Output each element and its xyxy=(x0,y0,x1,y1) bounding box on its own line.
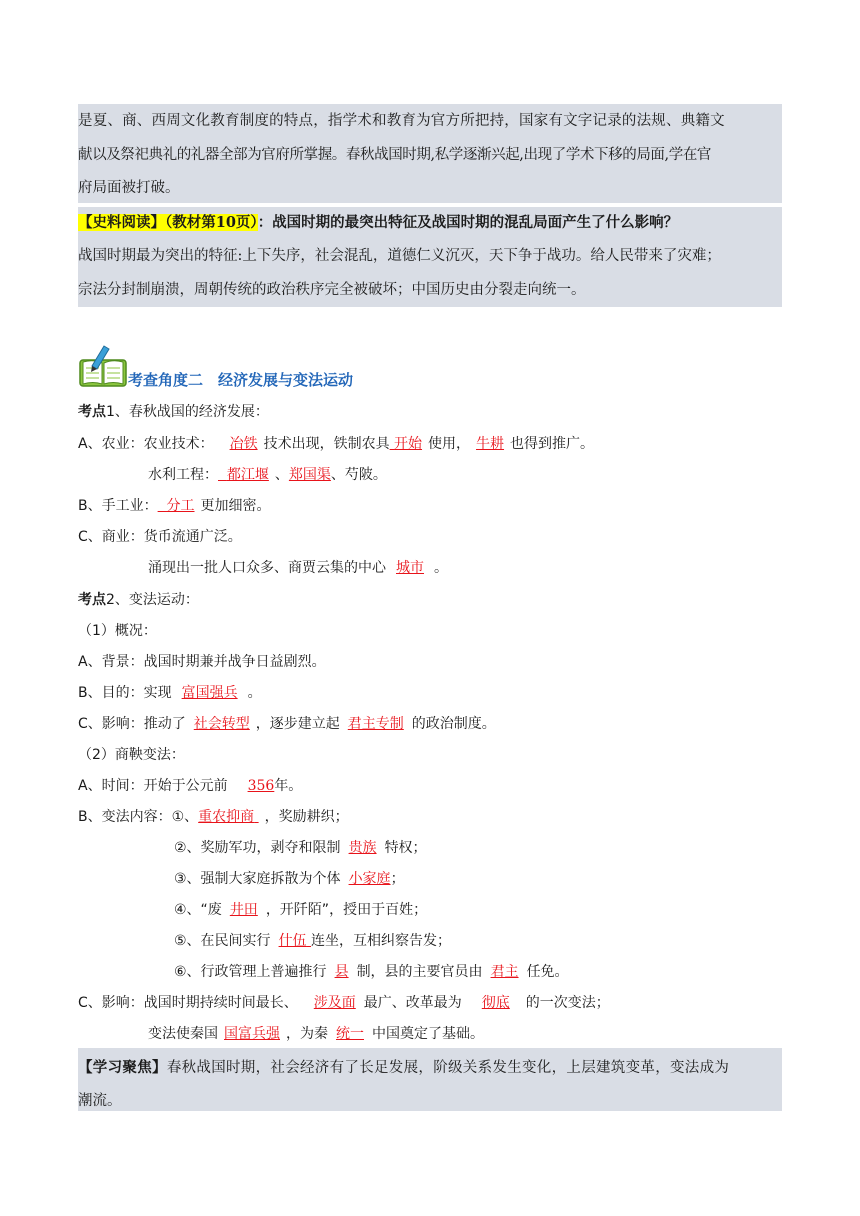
answer-craft: 分工 xyxy=(166,498,195,514)
answer-impact-1: 涉及面 xyxy=(313,995,356,1011)
kp2-goal xyxy=(78,683,262,703)
answer-content-6b: 君主 xyxy=(490,964,519,980)
kp2-content-4 xyxy=(174,900,427,920)
kp1-craft xyxy=(78,496,271,516)
answer-content-2: 贵族 xyxy=(348,840,377,856)
content-6-text-c: 任免。 xyxy=(526,964,569,980)
water-text-c: 、芍陂。 xyxy=(330,467,387,483)
content-6-text-b: 制，县的主要官员由 xyxy=(356,964,483,980)
effect-text-b: ，逐步建立起 xyxy=(255,716,340,732)
kp1-heading xyxy=(78,402,269,422)
agri-text-b: 技术出现，铁制农具 xyxy=(263,436,390,452)
content-4-label: ④、“废 xyxy=(174,902,222,918)
kp1-city xyxy=(148,558,448,578)
kp2-content-5 xyxy=(174,931,451,951)
focus-tag: 【学习聚焦】 xyxy=(78,1059,167,1076)
answer-time: 356 xyxy=(247,778,275,794)
kp2-overview: （1）概况： xyxy=(78,623,157,639)
reading-answer-line2: 宗法分封制崩溃，周朝传统的政治秩序完全被破坏；中国历史由分裂走向统一。 xyxy=(78,282,586,298)
goal-text-b: 。 xyxy=(247,685,262,701)
answer-agri-3: 牛耕 xyxy=(476,436,505,452)
time-text-b: 年。 xyxy=(274,778,303,794)
kp1-commerce: C、商业：货币流通广泛。 xyxy=(78,529,242,545)
answer-impact-3: 国富兵强 xyxy=(224,1026,280,1042)
reading-answer-line1: 战国时期最为突出的特征:上下失序，社会混乱，道德仁义沉灭，天下争于战功。给人民带来了灾难； xyxy=(78,248,721,264)
content-3-text-b: ； xyxy=(390,871,405,887)
kp2-background: A、背景：战国时期兼并战争日益剧烈。 xyxy=(78,654,326,670)
content-4-text-b: ，开阡陌”，授田于百姓； xyxy=(265,902,428,918)
impact-2-text-c: 中国奠定了基础。 xyxy=(372,1026,484,1042)
agri-label: A、农业：农业技术： xyxy=(78,436,214,452)
content-2-label: ②、奖励军功，剥夺和限制 xyxy=(174,840,341,856)
answer-content-3: 小家庭 xyxy=(348,871,391,887)
kp2-head: 考点 xyxy=(78,592,106,608)
answer-agri-2: 开始 xyxy=(394,436,423,452)
reading-question-line xyxy=(78,213,678,233)
kp2-content-2 xyxy=(174,838,427,858)
effect-label: C、影响：推动了 xyxy=(78,716,186,732)
content-1-text-b: ，奖励耕织； xyxy=(264,809,349,825)
city-text-b: 。 xyxy=(434,560,448,576)
answer-water-2: 郑国渠 xyxy=(288,467,331,483)
answer-content-1: 重农抑商 xyxy=(198,809,255,825)
answer-city: 城市 xyxy=(396,560,424,576)
para1-line1: 是夏、商、西周文化教育制度的特点，指学术和教育为官方所把持，国家有文字记录的法规、典籍文 xyxy=(78,113,725,129)
reading-tag: 【史料阅读】（教材第10页） xyxy=(78,214,258,231)
kp2-shang: （2）商鞅变法： xyxy=(78,747,185,763)
focus-line2: 潮流。 xyxy=(78,1093,122,1109)
focus-text-1: 春秋战国时期，社会经济有了长足发展，阶级关系发生变化，上层建筑变革，变法成为 xyxy=(166,1060,730,1076)
time-label: A、时间：开始于公元前 xyxy=(78,778,228,794)
kp1-water xyxy=(148,465,387,485)
impact-text-b: 最广、改革最为 xyxy=(363,995,462,1011)
kp2-impact-2 xyxy=(148,1024,484,1044)
craft-label: B、手工业： xyxy=(78,498,158,514)
answer-effect-2: 君主专制 xyxy=(347,716,404,732)
impact-2-label: 变法使秦国 xyxy=(148,1026,218,1042)
para1-line3: 府局面被打破。 xyxy=(78,180,180,196)
kp2-content-6 xyxy=(174,962,569,982)
impact-label: C、影响：战国时期持续时间最长、 xyxy=(78,995,298,1011)
content-3-label: ③、强制大家庭拆散为个体 xyxy=(174,871,341,887)
impact-text-c: 的一次变法； xyxy=(525,995,610,1011)
content-5-label: ⑤、在民间实行 xyxy=(174,933,271,949)
answer-water-1: 都江堰 xyxy=(226,467,269,483)
content-6-label: ⑥、行政管理上普遍推行 xyxy=(174,964,327,980)
agri-text-d: 也得到推广。 xyxy=(510,436,595,452)
craft-text-b: 更加细密。 xyxy=(200,498,271,514)
kp1-rest: 1、春秋战国的经济发展： xyxy=(106,404,269,420)
kp1-head: 考点 xyxy=(78,404,106,420)
answer-content-4: 井田 xyxy=(229,902,258,918)
kp2-rest: 2、变法运动： xyxy=(106,592,199,608)
answer-agri-1: 冶铁 xyxy=(229,436,258,452)
answer-impact-2: 彻底 xyxy=(481,995,510,1011)
kp2-impact-1 xyxy=(78,993,610,1013)
kp2-time xyxy=(78,776,302,796)
impact-2-text-b: ，为秦 xyxy=(286,1026,328,1042)
kp2-content-1 xyxy=(78,807,349,827)
content-1-label: B、变法内容：①、 xyxy=(78,809,199,825)
book-pen-icon xyxy=(78,344,128,390)
kp2-effect xyxy=(78,714,496,734)
agri-text-c: 使用， xyxy=(428,436,471,452)
focus-line1 xyxy=(78,1058,729,1078)
answer-goal: 富国强兵 xyxy=(181,685,238,701)
content-2-text-b: 特权； xyxy=(384,840,427,856)
answer-impact-4: 统一 xyxy=(336,1026,364,1042)
kp2-heading xyxy=(78,590,199,610)
water-sep: 、 xyxy=(274,467,289,483)
reading-question: ：战国时期的最突出特征及战国时期的混乱局面产生了什么影响？ xyxy=(257,214,679,231)
answer-content-6a: 县 xyxy=(334,964,349,980)
kp1-agriculture xyxy=(78,434,594,454)
para1-line2: 献以及祭祀典礼的礼器全部为官府所掌握。春秋战国时期,私学逐渐兴起,出现了学术下移的局面,学在官 xyxy=(78,147,712,163)
answer-content-5: 什伍 xyxy=(278,933,307,949)
goal-label: B、目的：实现 xyxy=(78,685,172,701)
water-label: 水利工程： xyxy=(148,467,218,483)
effect-text-c: 的政治制度。 xyxy=(411,716,496,732)
kp2-content-3 xyxy=(174,869,405,889)
content-5-text-b: 连坐，互相纠察告发； xyxy=(311,933,452,949)
section-title: 考查角度二 经济发展与变法运动 xyxy=(128,371,354,389)
answer-effect-1: 社会转型 xyxy=(193,716,250,732)
city-text-a: 涌现出一批人口众多、商贾云集的中心 xyxy=(148,560,386,576)
